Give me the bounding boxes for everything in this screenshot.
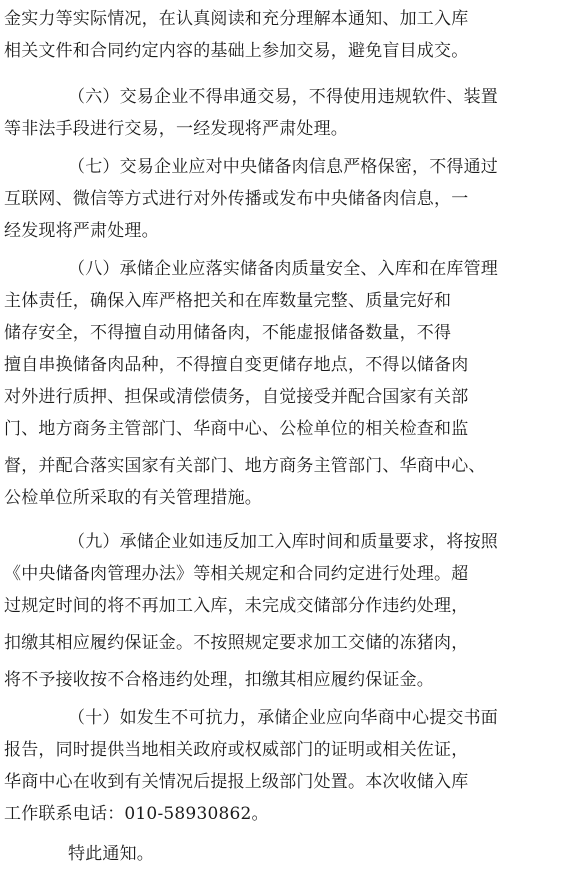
text-line: 经发现将严肃处理。 [4, 221, 159, 241]
text-line: 主体责任，确保入库严格把关和在库数量完整、质量完好和 [4, 291, 452, 311]
contact-phone-line: 工作联系电话：010-58930862。 [4, 804, 269, 824]
text-line: 过规定时间的将不再加工入库，未完成交储部分作违约处理， [4, 596, 469, 616]
text-line: 门、地方商务主管部门、华商中心、公检单位的相关检查和监 [4, 419, 469, 439]
text-line: 华商中心在收到有关情况后提报上级部门处置。本次收储入库 [4, 772, 469, 792]
text-line: 《中央储备肉管理办法》等相关规定和合同约定进行处理。超 [4, 564, 469, 584]
text-line: 擅自串换储备肉品种，不得擅自变更储存地点，不得以储备肉 [4, 355, 469, 375]
text-line: 互联网、微信等方式进行对外传播或发布中央储备肉信息，一 [4, 189, 469, 209]
paragraph-start-10: （十）如发生不可抗力，承储企业应向华商中心提交书面 [68, 708, 498, 728]
text-line: 将不予接收按不合格违约处理，扣缴其相应履约保证金。 [4, 670, 434, 690]
text-line: 金实力等实际情况，在认真阅读和充分理解本通知、加工入库 [4, 9, 469, 29]
text-line: 扣缴其相应履约保证金。不按照规定要求加工交储的冻猪肉， [4, 633, 469, 653]
closing-line: 特此通知。 [68, 844, 154, 864]
paragraph-start-9: （九）承储企业如违反加工入库时间和质量要求，将按照 [68, 532, 498, 552]
text-line: 等非法手段进行交易，一经发现将严肃处理。 [4, 119, 348, 139]
text-line: 报告，同时提供当地相关政府或权威部门的证明或相关佐证， [4, 740, 469, 760]
text-line: 公检单位所采取的有关管理措施。 [4, 488, 262, 508]
text-line: 督，并配合落实国家有关部门、地方商务主管部门、华商中心、 [4, 456, 486, 476]
text-line: 储存安全，不得擅自动用储备肉，不能虚报储备数量，不得 [4, 323, 452, 343]
paragraph-start-7: （七）交易企业应对中央储备肉信息严格保密，不得通过 [68, 157, 498, 177]
text-line: 对外进行质押、担保或清偿债务，自觉接受并配合国家有关部 [4, 387, 469, 407]
paragraph-start-8: （八）承储企业应落实储备肉质量安全、入库和在库管理 [68, 259, 498, 279]
paragraph-start-6: （六）交易企业不得串通交易，不得使用违规软件、装置 [68, 87, 498, 107]
text-line: 相关文件和合同约定内容的基础上参加交易，避免盲目成交。 [4, 41, 469, 61]
